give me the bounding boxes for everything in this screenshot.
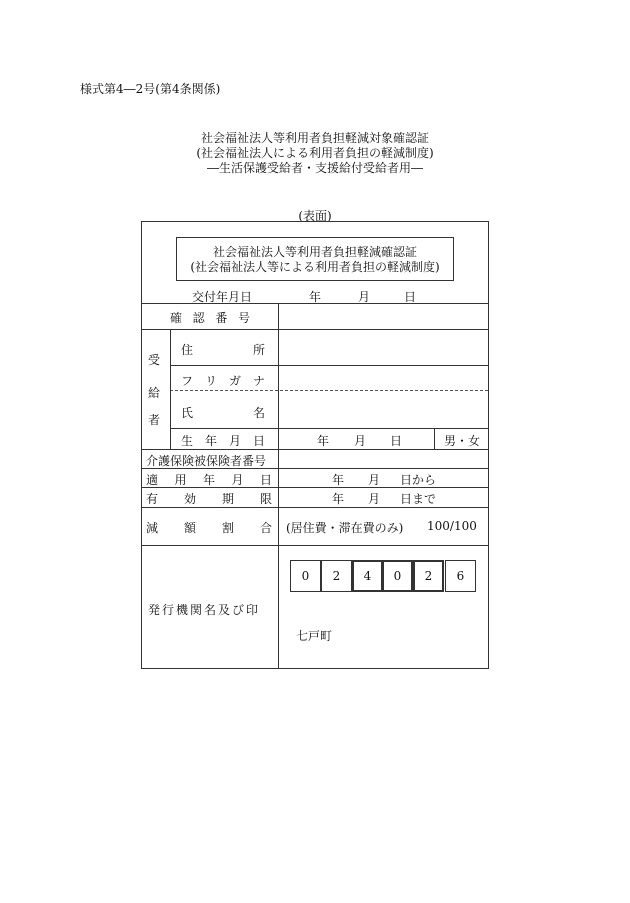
- confirm-number-label: 確 認 番 号: [170, 311, 250, 325]
- issuer-code-digit: 2: [413, 560, 444, 592]
- issuer-name: 七戸町: [296, 629, 333, 643]
- valid-until-label: 有 効 期 限: [146, 492, 272, 506]
- reduction-scope: (居住費・滞在費のみ): [286, 521, 404, 535]
- reduction-label: 減 額 割 合: [146, 521, 272, 535]
- issuer-code-digit: 6: [445, 560, 476, 592]
- certificate-card: [141, 221, 489, 669]
- recipient-label-2: 給: [148, 386, 161, 400]
- valid-day: 日まで: [400, 492, 437, 506]
- name-label: 氏 名: [181, 406, 265, 420]
- card-subtitle: (社会福祉法人等による利用者負担の軽減制度): [190, 260, 440, 274]
- issue-year: 年: [309, 290, 322, 304]
- apply-date-label: 適 用 年 月 日: [146, 473, 272, 487]
- issue-date-label: 交付年月日: [192, 290, 253, 304]
- issue-day: 日: [404, 290, 417, 304]
- birthdate-label: 生 年 月 日: [181, 434, 265, 448]
- card-title-box: [176, 237, 454, 281]
- recipient-label-1: 受: [148, 353, 161, 367]
- apply-day: 日から: [400, 473, 437, 487]
- issue-month: 月: [358, 290, 371, 304]
- document-target: ―生活保護受給者・支援給付受給者用―: [206, 161, 423, 175]
- face-label: (表面): [298, 209, 332, 223]
- issuer-code-digit: 4: [352, 560, 383, 592]
- form-number: 様式第4―2号(第4条関係): [80, 82, 221, 96]
- valid-year: 年: [332, 492, 345, 506]
- document-subtitle: (社会福祉法人による利用者負担の軽減制度): [196, 146, 434, 160]
- issuer-code-digit: 0: [382, 560, 413, 592]
- reduction-value: 100/100: [427, 519, 477, 533]
- document-title: 社会福祉法人等利用者負担軽減対象確認証: [200, 131, 429, 145]
- birth-year: 年: [317, 434, 330, 448]
- sex-field: 男・女: [444, 434, 481, 448]
- address-label: 住 所: [181, 343, 265, 357]
- valid-month: 月: [368, 492, 381, 506]
- issuer-code-digit: 2: [321, 560, 352, 592]
- birth-day: 日: [390, 434, 403, 448]
- apply-year: 年: [332, 473, 345, 487]
- apply-month: 月: [368, 473, 381, 487]
- birth-month: 月: [354, 434, 367, 448]
- card-title: 社会福祉法人等利用者負担軽減確認証: [212, 245, 417, 259]
- issuer-code-digit: 0: [290, 560, 321, 592]
- issuer-label: 発行機関名及び印: [148, 603, 261, 617]
- insured-number-label: 介護保険被保険者番号: [146, 454, 267, 468]
- furigana-label: フ リ ガ ナ: [181, 374, 265, 388]
- recipient-label-3: 者: [148, 413, 161, 427]
